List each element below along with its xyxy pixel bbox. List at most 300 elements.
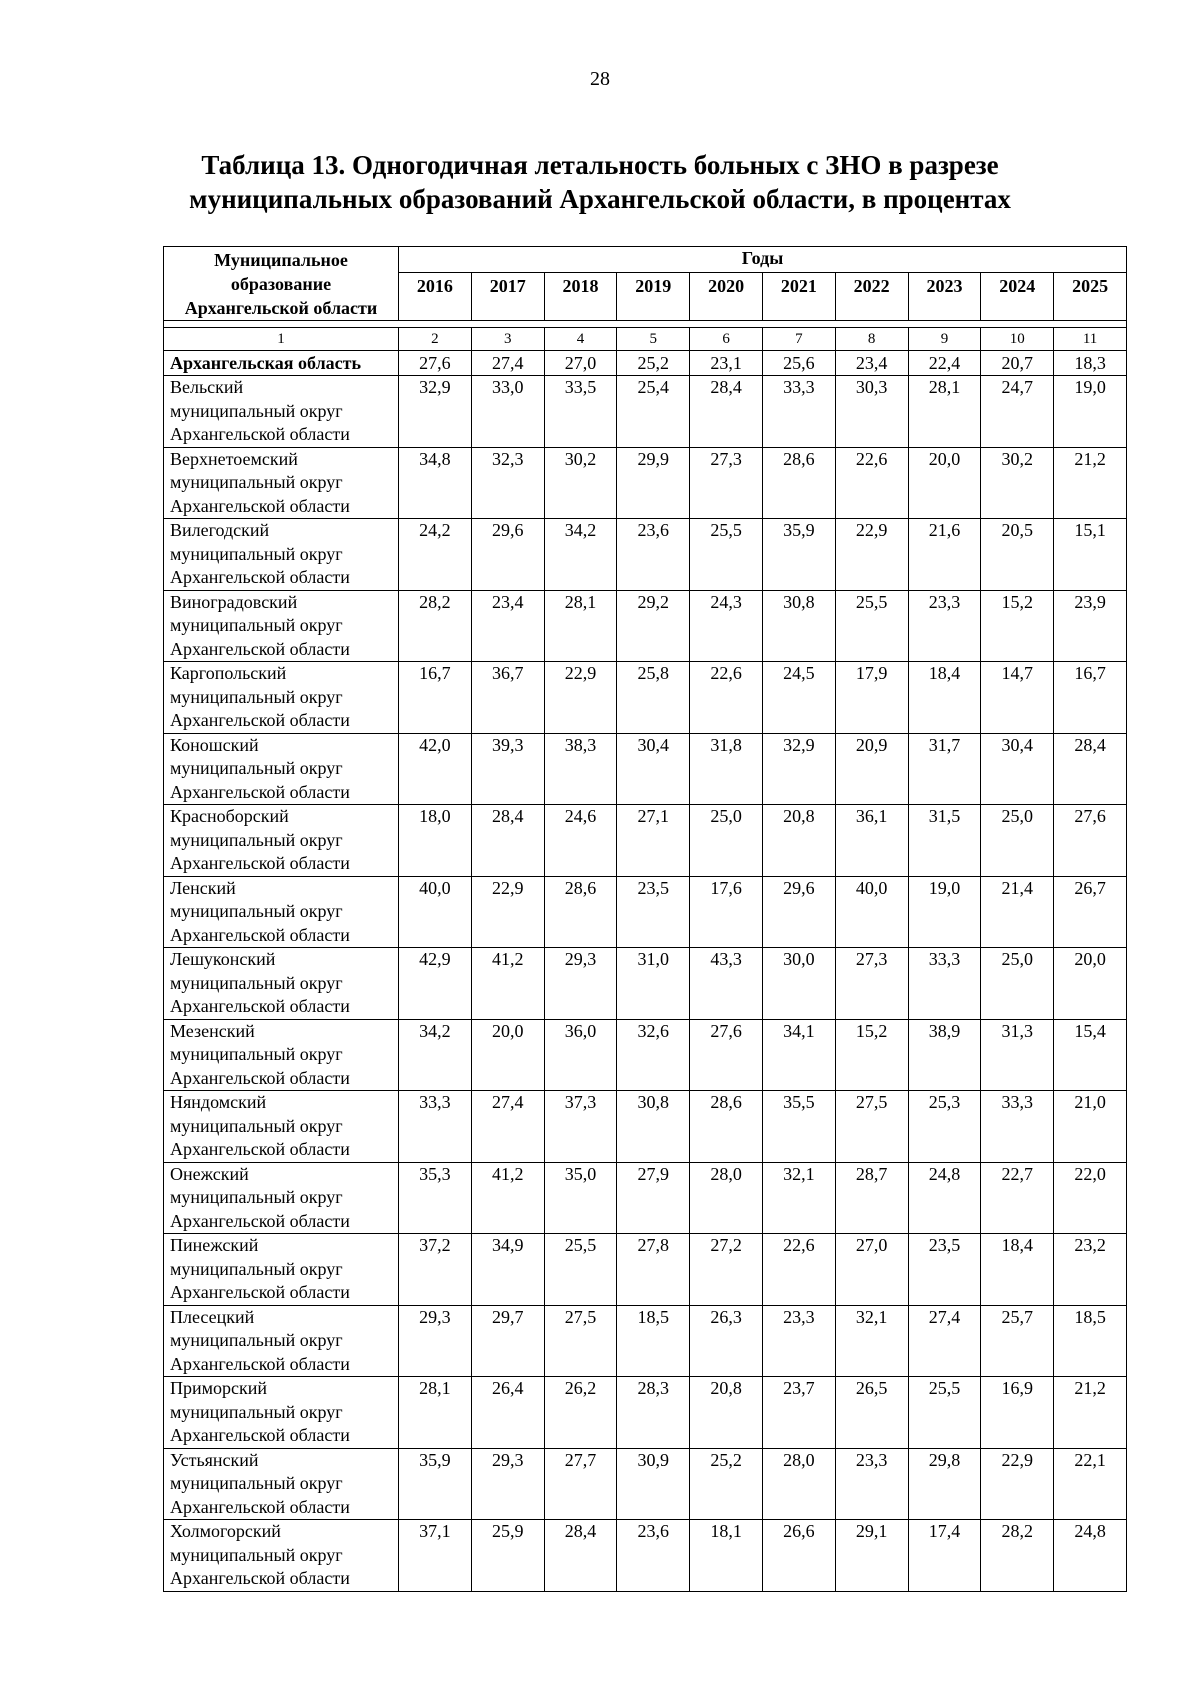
value-cell: 22,7 [981,1162,1054,1234]
value-cell: 25,4 [617,376,690,448]
value-cell: 18,5 [617,1305,690,1377]
municipality-row [164,733,1127,805]
value-cell: 27,0 [835,1234,908,1306]
value-cell: 18,5 [1054,1305,1127,1377]
value-cell: 25,0 [981,948,1054,1020]
year-header-cell: 2025 [1054,272,1127,320]
municipality-name-line-1: Ленский [170,877,236,898]
value-cell: 22,6 [690,662,763,734]
value-cell: 22,0 [1054,1162,1127,1234]
municipality-name [164,1448,399,1520]
municipality-name-line-3: Архангельской области [170,710,350,730]
value-cell: 27,9 [617,1162,690,1234]
header-row [164,247,1127,273]
value-cell: 24,5 [762,662,835,734]
value-cell: 27,6 [1054,805,1127,877]
value-cell: 27,7 [544,1448,617,1520]
value-cell: 20,7 [981,351,1054,376]
value-cell: 34,1 [762,1019,835,1091]
value-cell: 28,6 [690,1091,763,1163]
value-cell: 26,4 [471,1377,544,1449]
value-cell: 29,3 [544,948,617,1020]
value-cell: 25,5 [544,1234,617,1306]
table-body [164,247,1127,1592]
municipality-row [164,590,1127,662]
value-cell: 39,3 [471,733,544,805]
municipality-name-line-3: Архангельской области [170,1568,350,1588]
value-cell: 15,2 [981,590,1054,662]
column-number-cell: 9 [908,328,981,351]
header-spacer [164,321,1127,328]
column-number-cell: 5 [617,328,690,351]
value-cell: 37,3 [544,1091,617,1163]
municipality-name-line-2: муниципальный округ [170,1187,343,1207]
value-cell: 24,7 [981,376,1054,448]
value-cell: 43,3 [690,948,763,1020]
municipality-name-line-2: муниципальный округ [170,758,343,778]
year-header-cell: 2023 [908,272,981,320]
value-cell: 31,3 [981,1019,1054,1091]
value-cell: 27,0 [544,351,617,376]
value-cell: 19,0 [1054,376,1127,448]
column-number-cell: 2 [399,328,472,351]
value-cell: 30,4 [981,733,1054,805]
municipality-name-line-1: Няндомский [170,1092,267,1112]
value-cell: 29,2 [617,590,690,662]
value-cell: 36,7 [471,662,544,734]
municipality-name-line-3: Архангельской области [170,781,350,802]
municipality-row [164,1234,1127,1306]
municipality-name [164,1091,399,1163]
municipality-name-line-2: муниципальный округ [170,972,343,993]
value-cell: 32,1 [835,1305,908,1377]
municipality-name-line-3: Архангельской области [170,424,350,444]
municipality-name [164,662,399,734]
municipality-name [164,1162,399,1234]
value-cell: 25,5 [908,1377,981,1449]
value-cell: 37,2 [399,1234,472,1306]
value-cell: 24,3 [690,590,763,662]
municipality-name-line-3: Архангельской области [170,638,350,659]
municipality-name-line-3: Архангельской области [170,1067,350,1088]
value-cell: 21,0 [1054,1091,1127,1163]
value-cell: 28,2 [981,1520,1054,1592]
value-cell: 24,2 [399,519,472,591]
year-header-cell: 2021 [762,272,835,320]
value-cell: 30,2 [544,447,617,519]
value-cell: 29,6 [471,519,544,591]
value-cell: 28,4 [690,376,763,448]
value-cell: 17,9 [835,662,908,734]
value-cell: 32,6 [617,1019,690,1091]
value-cell: 28,3 [617,1377,690,1449]
value-cell: 27,8 [617,1234,690,1306]
municipality-name-line-3: Архангельской области [170,853,350,873]
value-cell: 27,3 [835,948,908,1020]
municipality-name [164,519,399,591]
value-cell: 20,0 [1054,948,1127,1020]
value-cell: 23,3 [908,590,981,662]
value-cell: 36,1 [835,805,908,877]
table-title-line-1: Таблица 13. Одногодичная летальность больных с ЗНО в разрезе [201,150,999,180]
column-number-cell: 7 [762,328,835,351]
value-cell: 42,9 [399,948,472,1020]
municipality-row [164,1019,1127,1091]
column-number-cell: 10 [981,328,1054,351]
municipality-name-line-2: муниципальный округ [170,901,343,921]
value-cell: 32,9 [399,376,472,448]
value-cell: 27,2 [690,1234,763,1306]
value-cell: 31,7 [908,733,981,805]
municipality-name [164,1019,399,1091]
value-cell: 23,4 [835,351,908,376]
value-cell: 20,0 [908,447,981,519]
value-cell: 25,5 [835,590,908,662]
region-total-row [164,351,1127,376]
municipality-name-line-2: муниципальный округ [170,1115,343,1136]
value-cell: 22,4 [908,351,981,376]
value-cell: 29,1 [835,1520,908,1592]
municipality-row [164,662,1127,734]
value-cell: 25,8 [617,662,690,734]
municipality-row [164,805,1127,877]
value-cell: 26,6 [762,1520,835,1592]
year-header-cell: 2020 [690,272,763,320]
page-number: 28 [590,68,610,90]
value-cell: 21,2 [1054,447,1127,519]
value-cell: 25,3 [908,1091,981,1163]
value-cell: 34,2 [544,519,617,591]
value-cell: 33,0 [471,376,544,448]
column-number-cell: 8 [835,328,908,351]
value-cell: 21,2 [1054,1377,1127,1449]
value-cell: 28,0 [690,1162,763,1234]
value-cell: 17,4 [908,1520,981,1592]
municipality-name-line-1: Онежский [170,1163,249,1184]
municipality-name-line-3: Архангельской области [170,1353,350,1374]
value-cell: 30,3 [835,376,908,448]
value-cell: 35,5 [762,1091,835,1163]
value-cell: 26,2 [544,1377,617,1449]
value-cell: 36,0 [544,1019,617,1091]
value-cell: 23,3 [835,1448,908,1520]
value-cell: 28,0 [762,1448,835,1520]
value-cell: 32,9 [762,733,835,805]
value-cell: 41,2 [471,948,544,1020]
municipality-name-line-2: муниципальный округ [170,829,343,850]
municipality-name-line-2: муниципальный округ [170,543,343,564]
value-cell: 25,7 [981,1305,1054,1377]
value-cell: 18,0 [399,805,472,877]
value-cell: 18,1 [690,1520,763,1592]
value-cell: 22,6 [835,447,908,519]
municipality-name-line-1: Красноборский [170,806,289,826]
value-cell: 35,9 [399,1448,472,1520]
municipality-row [164,1091,1127,1163]
municipality-row [164,948,1127,1020]
municipality-name-line-2: муниципальный округ [170,615,343,635]
value-cell: 30,4 [617,733,690,805]
value-cell: 28,4 [471,805,544,877]
year-header-cell: 2024 [981,272,1054,320]
municipality-name-line-2: муниципальный округ [170,1473,343,1493]
value-cell: 17,6 [690,876,763,948]
value-cell: 24,6 [544,805,617,877]
value-cell: 21,6 [908,519,981,591]
value-cell: 16,9 [981,1377,1054,1449]
value-cell: 27,5 [835,1091,908,1163]
value-cell: 27,6 [690,1019,763,1091]
municipality-name [164,376,399,448]
value-cell: 18,4 [981,1234,1054,1306]
value-cell: 31,8 [690,733,763,805]
value-cell: 15,1 [1054,519,1127,591]
value-cell: 32,1 [762,1162,835,1234]
value-cell: 20,0 [471,1019,544,1091]
value-cell: 27,4 [471,1091,544,1163]
municipality-name [164,1377,399,1449]
municipality-name [164,1520,399,1592]
value-cell: 18,4 [908,662,981,734]
municipality-name-line-1: Устьянский [170,1449,259,1470]
region-name: Архангельская область [164,351,399,376]
value-cell: 23,7 [762,1377,835,1449]
municipality-name-line-1: Холмогорский [170,1521,281,1541]
value-cell: 29,8 [908,1448,981,1520]
value-cell: 33,5 [544,376,617,448]
municipality-name [164,948,399,1020]
municipality-name-line-1: Коношский [170,734,259,755]
municipality-name [164,733,399,805]
municipality-name-line-1: Виноградовский [170,591,298,612]
municipality-row [164,1520,1127,1592]
value-cell: 29,3 [399,1305,472,1377]
municipality-name-line-1: Мезенский [170,1020,255,1041]
municipality-name-line-1: Пинежский [170,1235,259,1255]
municipality-name-line-1: Верхнетоемский [170,448,298,469]
municipality-name-line-3: Архангельской области [170,1496,350,1517]
value-cell: 25,5 [690,519,763,591]
mortality-table [163,246,1127,1592]
value-cell: 23,6 [617,1520,690,1592]
municipality-name-line-3: Архангельской области [170,495,350,516]
municipality-row [164,1448,1127,1520]
year-header-cell: 2022 [835,272,908,320]
value-cell: 22,6 [762,1234,835,1306]
municipality-row [164,1162,1127,1234]
value-cell: 16,7 [1054,662,1127,734]
municipality-row [164,519,1127,591]
municipality-name-line-3: Архангельской области [170,567,350,587]
municipality-name [164,590,399,662]
value-cell: 20,9 [835,733,908,805]
value-cell: 33,3 [762,376,835,448]
value-cell: 40,0 [399,876,472,948]
value-cell: 31,0 [617,948,690,1020]
municipality-name-line-3: Архангельской области [170,1139,350,1159]
value-cell: 26,3 [690,1305,763,1377]
value-cell: 20,8 [762,805,835,877]
value-cell: 35,0 [544,1162,617,1234]
value-cell: 34,8 [399,447,472,519]
column-number-cell: 1 [164,328,399,351]
value-cell: 23,2 [1054,1234,1127,1306]
year-header-cell: 2017 [471,272,544,320]
column-numbers-row [164,328,1127,351]
value-cell: 28,2 [399,590,472,662]
municipality-row [164,1377,1127,1449]
column-number-cell: 3 [471,328,544,351]
table-title [150,148,1050,216]
value-cell: 15,2 [835,1019,908,1091]
municipality-name-line-2: муниципальный округ [170,1258,343,1279]
value-cell: 40,0 [835,876,908,948]
value-cell: 21,4 [981,876,1054,948]
value-cell: 24,8 [1054,1520,1127,1592]
year-header-cell: 2016 [399,272,472,320]
value-cell: 29,3 [471,1448,544,1520]
municipality-name-line-2: муниципальный округ [170,1330,343,1350]
value-cell: 41,2 [471,1162,544,1234]
municipality-name-line-3: Архангельской области [170,924,350,945]
value-cell: 18,3 [1054,351,1127,376]
value-cell: 27,4 [908,1305,981,1377]
value-cell: 25,0 [981,805,1054,877]
municipality-name-line-1: Каргопольский [170,663,287,683]
value-cell: 22,9 [471,876,544,948]
value-cell: 20,8 [690,1377,763,1449]
municipality-name-line-2: муниципальный округ [170,400,343,421]
municipality-name [164,447,399,519]
value-cell: 30,2 [981,447,1054,519]
value-cell: 30,0 [762,948,835,1020]
value-cell: 33,3 [399,1091,472,1163]
value-cell: 26,7 [1054,876,1127,948]
value-cell: 34,9 [471,1234,544,1306]
value-cell: 23,4 [471,590,544,662]
value-cell: 28,1 [908,376,981,448]
column-number-cell: 4 [544,328,617,351]
value-cell: 29,9 [617,447,690,519]
value-cell: 25,2 [690,1448,763,1520]
municipality-name-line-1: Приморский [170,1378,268,1398]
value-cell: 33,3 [981,1091,1054,1163]
municipality-name-line-1: Плесецкий [170,1306,255,1327]
value-cell: 33,3 [908,948,981,1020]
municipality-name-line-3: Архангельской области [170,1210,350,1231]
table-title-line-2: муниципальных образований Архангельской области, в процентах [189,184,1011,214]
municipality-name [164,1234,399,1306]
unit-header-line-1: Муниципальное [214,250,348,270]
value-cell: 28,6 [544,876,617,948]
municipality-name-line-3: Архангельской области [170,1425,350,1445]
value-cell: 28,1 [544,590,617,662]
value-cell: 29,6 [762,876,835,948]
value-cell: 30,8 [617,1091,690,1163]
municipality-name-line-2: муниципальный округ [170,1044,343,1064]
municipality-name-line-3: Архангельской области [170,1282,350,1302]
value-cell: 23,5 [908,1234,981,1306]
municipality-row [164,447,1127,519]
value-cell: 25,2 [617,351,690,376]
value-cell: 30,9 [617,1448,690,1520]
value-cell: 16,7 [399,662,472,734]
municipality-name-line-1: Лешуконский [170,949,276,969]
value-cell: 35,9 [762,519,835,591]
value-cell: 22,9 [981,1448,1054,1520]
value-cell: 22,9 [835,519,908,591]
value-cell: 20,5 [981,519,1054,591]
unit-header-line-3: Архангельской области [184,298,378,318]
column-number-cell: 11 [1054,328,1127,351]
value-cell: 28,4 [544,1520,617,1592]
unit-column-header [164,247,399,321]
municipality-name [164,1305,399,1377]
value-cell: 25,0 [690,805,763,877]
value-cell: 27,1 [617,805,690,877]
value-cell: 32,3 [471,447,544,519]
value-cell: 27,6 [399,351,472,376]
year-header-cell: 2018 [544,272,617,320]
municipality-name [164,876,399,948]
column-number-cell: 6 [690,328,763,351]
value-cell: 27,5 [544,1305,617,1377]
municipality-row [164,876,1127,948]
value-cell: 28,6 [762,447,835,519]
value-cell: 28,4 [1054,733,1127,805]
municipality-name-line-2: муниципальный округ [170,686,343,707]
value-cell: 22,1 [1054,1448,1127,1520]
value-cell: 23,1 [690,351,763,376]
value-cell: 23,6 [617,519,690,591]
municipality-name-line-1: Вельский [170,377,244,397]
municipality-name-line-1: Вилегодский [170,520,270,540]
value-cell: 25,6 [762,351,835,376]
value-cell: 28,7 [835,1162,908,1234]
value-cell: 25,9 [471,1520,544,1592]
value-cell: 37,1 [399,1520,472,1592]
value-cell: 38,9 [908,1019,981,1091]
value-cell: 24,8 [908,1162,981,1234]
value-cell: 14,7 [981,662,1054,734]
municipality-name-line-2: муниципальный округ [170,1544,343,1565]
municipality-row [164,376,1127,448]
year-header-cell: 2019 [617,272,690,320]
municipality-row [164,1305,1127,1377]
value-cell: 27,4 [471,351,544,376]
value-cell: 23,9 [1054,590,1127,662]
value-cell: 29,7 [471,1305,544,1377]
value-cell: 31,5 [908,805,981,877]
value-cell: 23,3 [762,1305,835,1377]
value-cell: 38,3 [544,733,617,805]
unit-header-line-2: образование [230,274,332,294]
value-cell: 27,3 [690,447,763,519]
value-cell: 30,8 [762,590,835,662]
value-cell: 23,5 [617,876,690,948]
value-cell: 19,0 [908,876,981,948]
value-cell: 34,2 [399,1019,472,1091]
municipality-name-line-2: муниципальный округ [170,472,343,492]
municipality-name-line-2: муниципальный округ [170,1401,343,1422]
value-cell: 22,9 [544,662,617,734]
value-cell: 35,3 [399,1162,472,1234]
value-cell: 26,5 [835,1377,908,1449]
value-cell: 42,0 [399,733,472,805]
years-header: Годы [399,247,1127,273]
value-cell: 15,4 [1054,1019,1127,1091]
municipality-name-line-3: Архангельской области [170,996,350,1016]
